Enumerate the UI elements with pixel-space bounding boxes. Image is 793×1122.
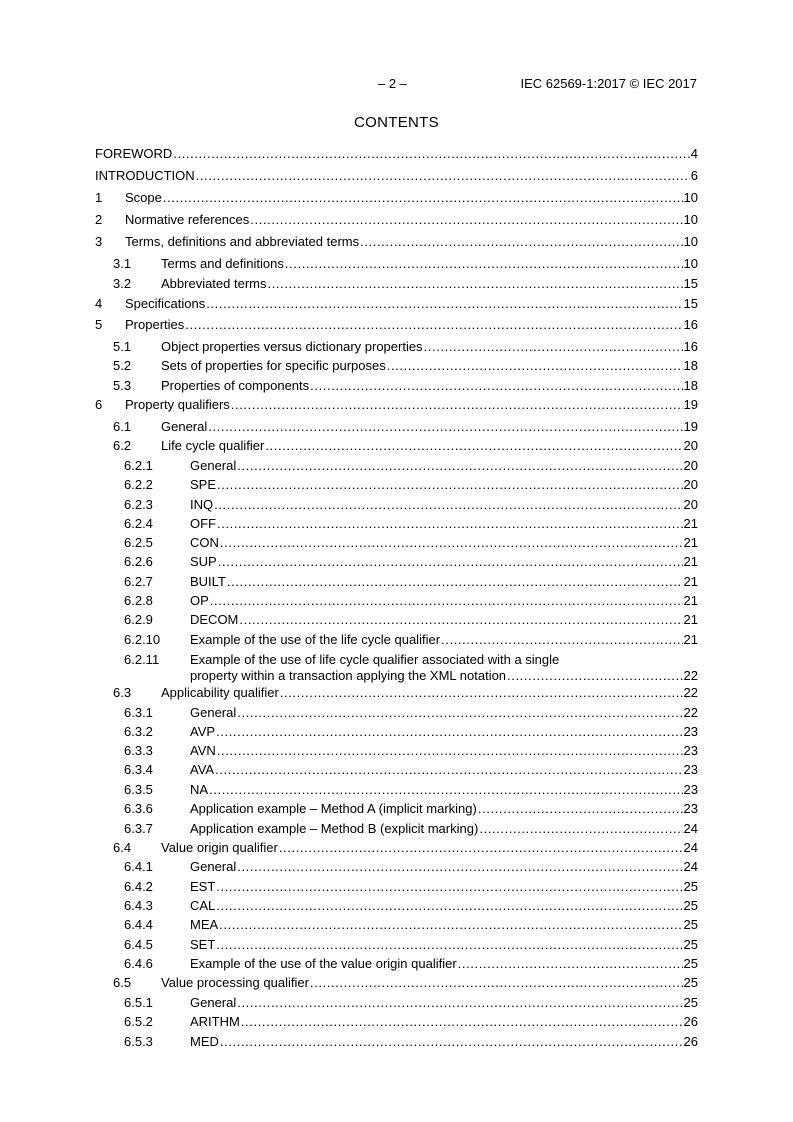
toc-entry-number: 6.1 [113, 419, 132, 434]
toc-entry-number: 6.4.6 [124, 956, 153, 971]
toc-entry-number: 6.2.9 [124, 612, 153, 627]
toc-entry [95, 477, 698, 493]
contents-title: CONTENTS [354, 114, 439, 131]
toc-entry-title: AVP [190, 724, 216, 739]
toc-entry [95, 632, 698, 648]
dot-leader [220, 1034, 683, 1050]
toc-entry [95, 234, 698, 250]
toc-entry-page: 24 [683, 859, 698, 874]
toc-entry [95, 859, 698, 875]
toc-entry-number: 6.3.2 [124, 724, 153, 739]
toc-entry [95, 612, 698, 628]
toc-entry-title: Terms and definitions [161, 256, 284, 271]
dot-leader [215, 762, 682, 778]
toc-entry-page: 22 [683, 705, 698, 720]
dot-leader [216, 724, 682, 740]
toc-entry [95, 317, 698, 333]
dot-leader [218, 554, 683, 570]
toc-entry-title: Properties of components [161, 378, 310, 393]
toc-entry [95, 782, 698, 798]
dot-leader [458, 956, 683, 972]
toc-entry-number: 6.5.3 [124, 1034, 153, 1049]
toc-entry-title: ARITHM [190, 1014, 240, 1029]
toc-entry-title: Applicability qualifier [161, 685, 279, 700]
toc-entry-title: General [190, 859, 237, 874]
toc-entry [95, 190, 698, 206]
toc-entry-title: General [190, 995, 237, 1010]
toc-entry-title: Application example – Method B (explicit marking) [190, 821, 479, 836]
toc-entry-page: 21 [683, 593, 698, 608]
toc-entry [95, 937, 698, 953]
toc-entry-page: 20 [683, 477, 698, 492]
dot-leader [237, 705, 682, 721]
toc-entry-number: 6.2.11 [124, 652, 160, 667]
document-reference: IEC 62569-1:2017 © IEC 2017 [520, 76, 697, 91]
toc-entry-title: SET [190, 937, 216, 952]
toc-entry-page: 25 [683, 898, 698, 913]
toc-entry [95, 898, 698, 914]
dot-leader [163, 190, 683, 206]
toc-entry-number: 6.4.3 [124, 898, 153, 913]
toc-entry-page: 24 [683, 840, 698, 855]
toc-entry-page: 26 [683, 1014, 698, 1029]
toc-entry-number: 2 [95, 212, 103, 227]
toc-entry-title: General [190, 458, 237, 473]
dot-leader [217, 516, 683, 532]
toc-entry-number: 6.2.3 [124, 497, 153, 512]
toc-entry-title-continued: property within a transaction applying the XML notation [190, 668, 507, 683]
toc-entry [95, 685, 698, 701]
dot-leader [196, 168, 690, 184]
toc-entry-title: MED [190, 1034, 219, 1049]
toc-entry-number: 6.4 [113, 840, 132, 855]
toc-entry-page: 23 [683, 782, 698, 797]
dot-leader [441, 632, 683, 648]
toc-entry-page: 21 [683, 535, 698, 550]
toc-entry-number: 6.2.5 [124, 535, 153, 550]
toc-entry-page: 6 [690, 168, 698, 183]
toc-entry-title: SPE [190, 477, 217, 492]
toc-entry [95, 438, 698, 454]
toc-entry-number: 6.3.5 [124, 782, 153, 797]
toc-entry-number: 4 [95, 296, 103, 311]
toc-entry [95, 705, 698, 721]
dot-leader [479, 821, 682, 837]
toc-entry [95, 917, 698, 933]
toc-entry-number: 6.3.4 [124, 762, 153, 777]
toc-entry-title: Property qualifiers [125, 397, 230, 412]
toc-entry-title: Example of the use of the value origin qualifier [190, 956, 457, 971]
dot-leader [216, 898, 682, 914]
toc-entry-page: 15 [683, 296, 698, 311]
toc-entry [95, 296, 698, 312]
toc-entry-number: 6.3.7 [124, 821, 153, 836]
toc-entry [95, 168, 698, 184]
toc-entry-title: CAL [190, 898, 216, 913]
toc-entry-page: 19 [683, 397, 698, 412]
toc-entry-number: 5 [95, 317, 103, 332]
toc-entry-number: 3.2 [113, 276, 132, 291]
toc-entry [95, 574, 698, 590]
toc-entry-title: OFF [190, 516, 216, 531]
toc-entry-title: Specifications [125, 296, 206, 311]
toc-entry [95, 535, 698, 551]
toc-entry-number: 6.2 [113, 438, 132, 453]
toc-entry [95, 995, 698, 1011]
toc-entry-title: NA [190, 782, 209, 797]
toc-entry-page: 20 [683, 497, 698, 512]
dot-leader [478, 801, 683, 817]
dot-leader [210, 593, 683, 609]
toc-entry-title: DECOM [190, 612, 239, 627]
toc-entry-title: Sets of properties for specific purposes [161, 358, 386, 373]
dot-leader [220, 535, 683, 551]
dot-leader [214, 497, 682, 513]
dot-leader [227, 574, 683, 590]
toc-entry-number: 3.1 [113, 256, 132, 271]
toc-entry-page: 20 [683, 438, 698, 453]
toc-entry [95, 458, 698, 474]
toc-entry-page: 25 [683, 956, 698, 971]
dot-leader [310, 975, 683, 991]
dot-leader [310, 378, 682, 394]
toc-entry-title: Scope [125, 190, 162, 205]
toc-entry-number: 6.4.4 [124, 917, 153, 932]
toc-entry-title: INTRODUCTION [95, 168, 195, 183]
dot-leader [208, 419, 682, 435]
dot-leader [185, 317, 682, 333]
page-number: – 2 – [378, 76, 407, 91]
toc-entry-number: 6.5.2 [124, 1014, 153, 1029]
toc-entry-page: 10 [683, 256, 698, 271]
dot-leader [216, 879, 682, 895]
dot-leader [206, 296, 682, 312]
toc-entry-page: 24 [683, 821, 698, 836]
dot-leader [360, 234, 682, 250]
dot-leader [507, 668, 682, 684]
dot-leader [231, 397, 683, 413]
toc-entry-page: 23 [683, 801, 698, 816]
toc-entry-page: 10 [683, 234, 698, 249]
toc-entry-number: 6.2.7 [124, 574, 153, 589]
toc-entry-page: 4 [690, 146, 698, 161]
toc-entry-number: 6.2.2 [124, 477, 153, 492]
toc-entry-number: 6.5 [113, 975, 132, 990]
toc-entry [95, 879, 698, 895]
toc-entry [95, 516, 698, 532]
toc-entry [95, 801, 698, 817]
toc-entry-title: Value origin qualifier [161, 840, 278, 855]
toc-entry-number: 6.4.5 [124, 937, 153, 952]
toc-entry-title: Normative references [125, 212, 250, 227]
toc-entry-title: General [161, 419, 208, 434]
toc-entry-number: 1 [95, 190, 103, 205]
dot-leader [268, 276, 683, 292]
toc-entry [95, 276, 698, 292]
toc-entry [95, 975, 698, 991]
toc-entry-page: 19 [683, 419, 698, 434]
toc-entry-title: Terms, definitions and abbreviated terms [125, 234, 360, 249]
toc-entry-page: 21 [683, 612, 698, 627]
toc-entry-title: FOREWORD [95, 146, 173, 161]
toc-entry-title: Application example – Method A (implicit marking) [190, 801, 477, 816]
toc-entry-number: 6.4.2 [124, 879, 153, 894]
toc-entry [95, 1014, 698, 1030]
toc-entry-title: Example of the use of the life cycle qualifier [190, 632, 441, 647]
dot-leader [424, 339, 683, 355]
toc-entry-page: 23 [683, 724, 698, 739]
toc-entry-title: Example of the use of life cycle qualifier associated with a single [190, 652, 560, 667]
dot-leader [173, 146, 689, 162]
dot-leader [237, 458, 682, 474]
toc-entry [95, 821, 698, 837]
toc-entry-number: 6.3.3 [124, 743, 153, 758]
dot-leader [217, 743, 683, 759]
table-of-contents [95, 0, 698, 1122]
dot-leader [216, 937, 682, 953]
toc-entry-title: Properties [125, 317, 185, 332]
dot-leader [239, 612, 682, 628]
toc-entry-page: 25 [683, 975, 698, 990]
toc-entry [95, 956, 698, 972]
toc-entry [95, 212, 698, 228]
dot-leader [280, 685, 683, 701]
toc-entry-number: 5.3 [113, 378, 132, 393]
toc-entry-title: General [190, 705, 237, 720]
toc-entry-number: 6 [95, 397, 103, 412]
toc-entry [95, 378, 698, 394]
toc-entry-title: INQ [190, 497, 214, 512]
toc-entry-title: AVN [190, 743, 216, 758]
toc-entry-page: 25 [683, 995, 698, 1010]
toc-entry-page: 25 [683, 937, 698, 952]
toc-entry-title: Object properties versus dictionary properties [161, 339, 423, 354]
dot-leader [279, 840, 683, 856]
toc-entry-title: Value processing qualifier [161, 975, 309, 990]
toc-entry-number: 6.2.8 [124, 593, 153, 608]
toc-entry [95, 256, 698, 272]
toc-entry [95, 762, 698, 778]
dot-leader [237, 995, 682, 1011]
dot-leader [209, 782, 682, 798]
toc-entry-page: 10 [683, 190, 698, 205]
toc-entry-page: 20 [683, 458, 698, 473]
toc-entry-page: 21 [683, 574, 698, 589]
toc-entry-number: 6.2.4 [124, 516, 153, 531]
dot-leader [265, 438, 682, 454]
dot-leader [250, 212, 682, 228]
toc-entry-title: SUP [190, 554, 217, 569]
toc-entry-number: 6.3 [113, 685, 132, 700]
dot-leader [217, 477, 683, 493]
toc-entry [95, 1034, 698, 1050]
toc-entry-number: 6.4.1 [124, 859, 153, 874]
toc-entry-number: 6.3.1 [124, 705, 153, 720]
toc-entry [95, 146, 698, 162]
toc-entry-number: 5.1 [113, 339, 132, 354]
toc-entry [95, 840, 698, 856]
toc-entry [95, 652, 698, 684]
dot-leader [237, 859, 682, 875]
toc-entry-number: 6.5.1 [124, 995, 153, 1010]
toc-entry-page: 16 [683, 317, 698, 332]
dot-leader [387, 358, 683, 374]
toc-entry-page: 16 [683, 339, 698, 354]
dot-leader [285, 256, 683, 272]
toc-entry [95, 339, 698, 355]
toc-entry [95, 497, 698, 513]
toc-entry-page: 23 [683, 743, 698, 758]
toc-entry-title: AVA [190, 762, 215, 777]
toc-entry-page: 21 [683, 516, 698, 531]
toc-entry-page: 21 [683, 554, 698, 569]
toc-entry [95, 397, 698, 413]
toc-entry-page: 15 [683, 276, 698, 291]
toc-entry-page: 21 [683, 632, 698, 647]
toc-entry-number: 6.2.10 [124, 632, 161, 647]
toc-entry-number: 6.3.6 [124, 801, 153, 816]
toc-entry-page: 22 [683, 685, 698, 700]
toc-entry-page: 10 [683, 212, 698, 227]
toc-entry [95, 358, 698, 374]
toc-entry-page: 22 [683, 668, 698, 683]
toc-entry-page: 25 [683, 917, 698, 932]
toc-entry [95, 554, 698, 570]
toc-entry-number: 5.2 [113, 358, 132, 373]
toc-entry-number: 3 [95, 234, 103, 249]
toc-entry-title: Life cycle qualifier [161, 438, 265, 453]
toc-entry-number: 6.2.6 [124, 554, 153, 569]
toc-entry-title: Abbreviated terms [161, 276, 267, 291]
toc-entry-title: CON [190, 535, 219, 550]
dot-leader [241, 1014, 683, 1030]
toc-entry-title: MEA [190, 917, 219, 932]
toc-entry-page: 26 [683, 1034, 698, 1049]
toc-entry [95, 743, 698, 759]
toc-entry-page: 23 [683, 762, 698, 777]
toc-entry-title: EST [190, 879, 216, 894]
toc-entry-title: OP [190, 593, 209, 608]
toc-entry-page: 18 [683, 358, 698, 373]
toc-entry [95, 593, 698, 609]
toc-entry [95, 724, 698, 740]
toc-entry-page: 25 [683, 879, 698, 894]
toc-entry-title: BUILT [190, 574, 226, 589]
toc-entry [95, 419, 698, 435]
toc-entry-page: 18 [683, 378, 698, 393]
dot-leader [219, 917, 682, 933]
toc-entry-number: 6.2.1 [124, 458, 153, 473]
